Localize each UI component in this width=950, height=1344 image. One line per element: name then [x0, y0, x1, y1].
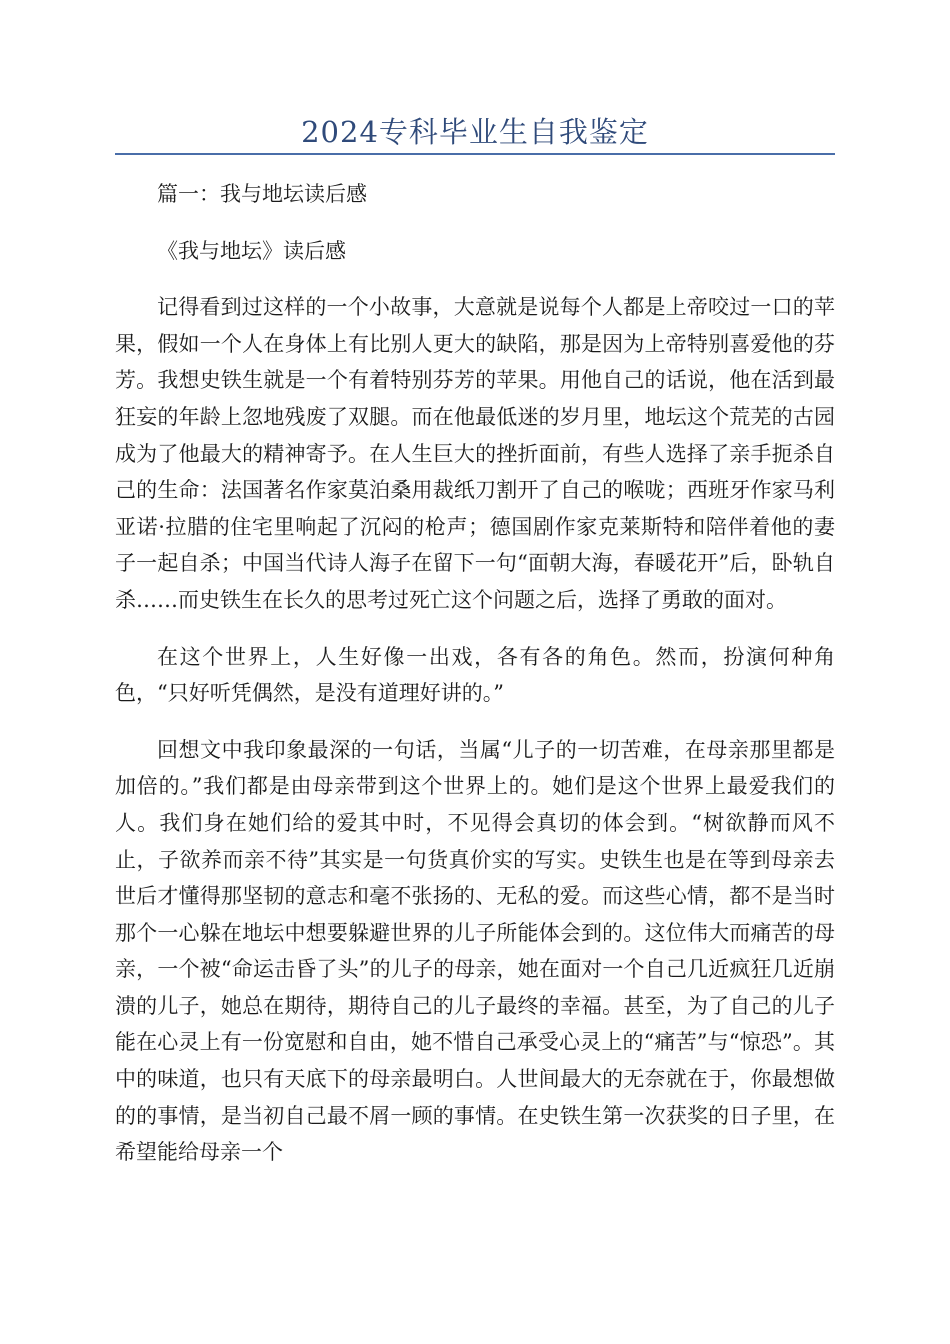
paragraph-1: 记得看到过这样的一个小故事，大意就是说每个人都是上帝咬过一口的苹果，假如一个人在身体上有比别人更大的缺陷，那是因为上帝特别喜爱他的芬芳。我想史铁生就是一个有着特别芬芳的苹果。用他自己的话说，他在活到最狂妄的年龄上忽地残废了双腿。而在他最低迷的岁月里，地坛这个荒芜的古园成为了他最大的精神寄予。在人生巨大的挫折面前，有些人选择了亲手扼杀自己的生命：法国著名作家莫泊桑用裁纸刀割开了自己的喉咙；西班牙作家马利亚诺·拉腊的住宅里响起了沉闷的枪声；德国剧作家克莱斯特和陪伴着他的妻子一起自杀；中国当代诗人海子在留下一句“面朝大海，春暖花开”后，卧轨自杀……而史铁生在长久的思考过死亡这个问题之后，选择了勇敢的面对。 — [115, 295, 835, 612]
article-subtitle: 《我与地坛》读后感 — [157, 238, 346, 263]
document-body — [115, 176, 835, 1191]
section-heading: 篇一：我与地坛读后感 — [157, 182, 367, 206]
document-title: 2024专科毕业生自我鉴定 — [301, 115, 649, 149]
paragraph-3: 回想文中我印象最深的一句话，当属“儿子的一切苦难，在母亲那里都是加倍的。”我们都是由母亲带到这个世界上的。她们是这个世界上最爱我们的人。我们身在她们给的爱其中时，不见得会真切的体会到。“树欲静而风不止，子欲养而亲不待”其实是一句货真价实的写实。史铁生也是在等到母亲去世后才懂得那坚韧的意志和毫不张扬的、无私的爱。而这些心情，都不是当时那个一心躲在地坛中想要躲避世界的儿子所能体会到的。这位伟大而痛苦的母亲，一个被“命运击昏了头”的儿子的母亲，她在面对一个自己几近疯狂几近崩溃的儿子，她总在期待，期待自己的儿子最终的幸福。甚至，为了自己的儿子能在心灵上有一份宽慰和自由，她不惜自己承受心灵上的“痛苦”与“惊恐”。其中的味道，也只有天底下的母亲最明白。人世间最大的无奈就在于，你最想做的的事情，是当初自己最不屑一顾的事情。在史铁生第一次获奖的日子里，在希望能给母亲一个 — [115, 737, 835, 1165]
title-underline — [115, 153, 835, 155]
paragraph-2: 在这个世界上，人生好像一出戏，各有各的角色。然而，扮演何种角色，“只好听凭偶然，是没有道理好讲的。” — [115, 644, 835, 706]
